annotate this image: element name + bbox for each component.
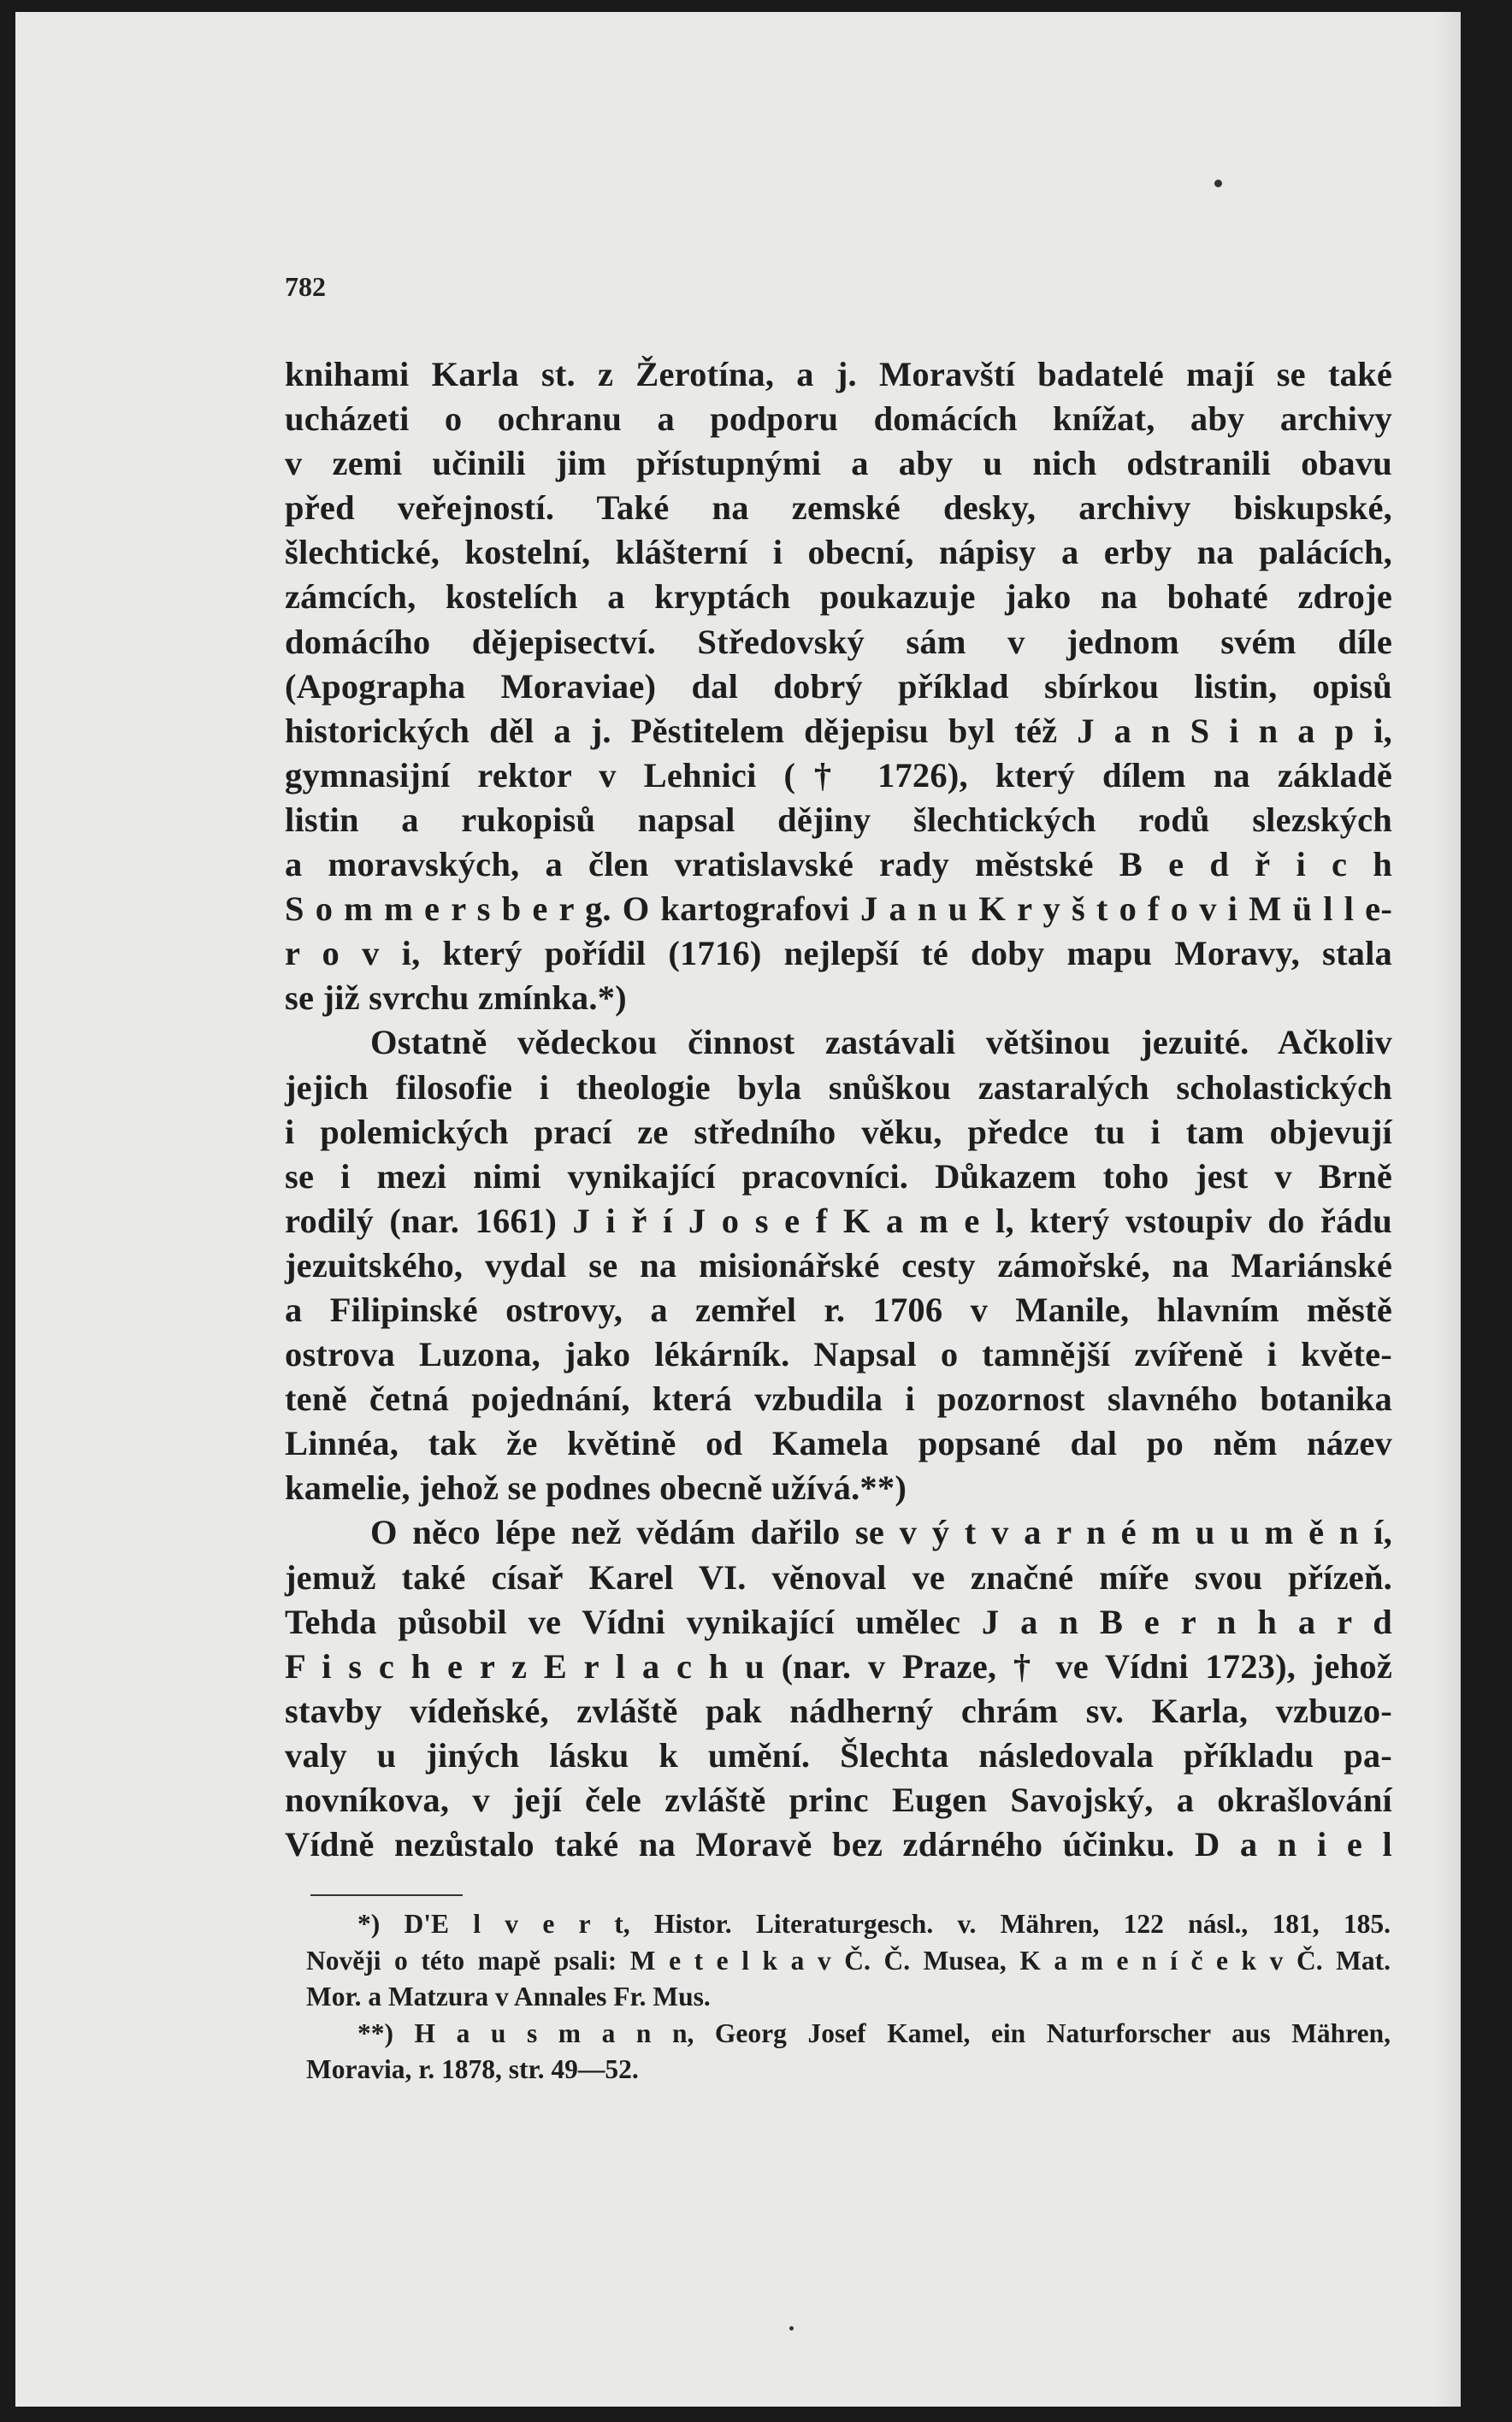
text-line: Linnéa, tak že květině od Kamela popsané dal po něm název [285,1424,1392,1463]
text-line: (Apographa Moraviae) dal dobrý příklad sbírkou listin, opisů [285,666,1392,706]
footnote-line: *) D'E l v e r t, Histor. Literaturgesch. v. Mähren, 122 násl., 181, 185. [357,1909,1391,1939]
text-line: ostrova Luzona, jako lékárník. Napsal o tamnější zvířeně i květe- [285,1335,1392,1374]
text-line: novníkova, v její čele zvláště princ Eugen Savojský, a okrašlování [285,1781,1392,1819]
text-line: teně četná pojednání, která vzbudila i pozornost slavného botanika [285,1379,1392,1419]
text-line: F i s c h e r z E r l a c h u (nar. v Praze, † ve Vídni 1723), jehož [285,1646,1392,1686]
footnote-line: Moravia, r. 1878, str. 49—52. [306,2054,639,2084]
text-line: domácího dějepisectví. Středovský sám v jednom svém díle [285,622,1392,661]
page-number: 782 [285,271,326,302]
text-line: stavby vídeňské, zvláště pak nádherný chrám sv. Karla, vzbuzo- [285,1691,1392,1730]
text-line: šlechtické, kostelní, klášterní i obecní, nápisy a erby na palácích, [285,533,1392,572]
footnote-line: Nověji o této mapě psali: M e t e l k a v Č. Č. Musea, K a m e n í č e k v Č. Mat. [306,1945,1391,1976]
text-line: zámcích, kostelích a kryptách poukazuje jako na bohaté zdroje [285,577,1392,617]
text-line: O něco lépe než vědám dařilo se v ý t v a r n é m u u m ě n í, [370,1513,1392,1552]
text-line: listin a rukopisů napsal dějiny šlechtických rodů slezských [285,800,1392,839]
text-line: Vídně nezůstalo také na Moravě bez zdárného účinku. D a n i e l [285,1825,1392,1864]
text-line: se již svrchu zmínka.*) [285,978,627,1018]
text-line: Ostatně vědeckou činnost zastávali většinou jezuité. Ačkoliv [370,1023,1392,1062]
text-line: před veřejností. Také na zemské desky, archivy biskupské, [285,488,1392,528]
text-line: r o v i, který pořídil (1716) nejlepší té doby mapu Moravy, stala [285,934,1392,973]
main-text [285,352,1392,1867]
text-line: Tehda působil ve Vídni vynikající umělec J a n B e r n h a r d [285,1602,1392,1641]
text-line: gymnasijní rektor v Lehnici († 1726), který dílem na základě [285,755,1392,795]
text-line: S o m m e r s b e r g. O kartografovi J a n u K r y š t o f o v i M ü l l e- [285,889,1392,929]
text-line: kamelie, jehož se podnes obecně užívá.**) [285,1468,907,1508]
footnote-line: **) H a u s m a n n, Georg Josef Kamel, ein Naturforscher aus Mähren, [357,2017,1391,2048]
text-line: valy u jiných lásku k umění. Šlechta následovala příkladu pa- [285,1735,1392,1775]
footnote-divider [310,1894,463,1896]
book-page [15,12,1461,2407]
footnote-line: Mor. a Matzura v Annales Fr. Mus. [306,1982,711,2011]
ink-speck [789,2326,794,2330]
text-line: historických děl a j. Pěstitelem dějepisu byl též J a n S i n a p i, [285,711,1392,750]
text-line: a Filipinské ostrovy, a zemřel r. 1706 v Manile, hlavním městě [285,1290,1392,1329]
footnotes [306,1906,1391,2088]
text-line: jezuitského, vydal se na misionářské cesty zámořské, na Mariánské [285,1245,1392,1285]
text-line: jejich filosofie i theologie byla snůškou zastaralých scholastických [285,1067,1392,1107]
text-line: i polemických prací ze středního věku, předce tu i tam objevují [285,1112,1392,1151]
text-line: v zemi učinili jim přístupnými a aby u nich odstranili obavu [285,444,1392,483]
text-line: ucházeti o ochranu a podporu domácích knížat, aby archivy [285,399,1392,439]
text-line: rodilý (nar. 1661) J i ř í J o s e f K a m e l, který vstoupiv do řádu [285,1201,1392,1240]
ink-speck [1214,180,1222,187]
text-line: a moravských, a člen vratislavské rady městské B e d ř i c h [285,845,1392,884]
text-line: knihami Karla st. z Žerotína, a j. Moravští badatelé mají se také [285,355,1392,393]
text-line: se i mezi nimi vynikající pracovníci. Důkazem toho jest v Brně [285,1156,1392,1196]
text-line: jemuž také císař Karel VI. věnoval ve značné míře svou přízeň. [285,1557,1392,1597]
